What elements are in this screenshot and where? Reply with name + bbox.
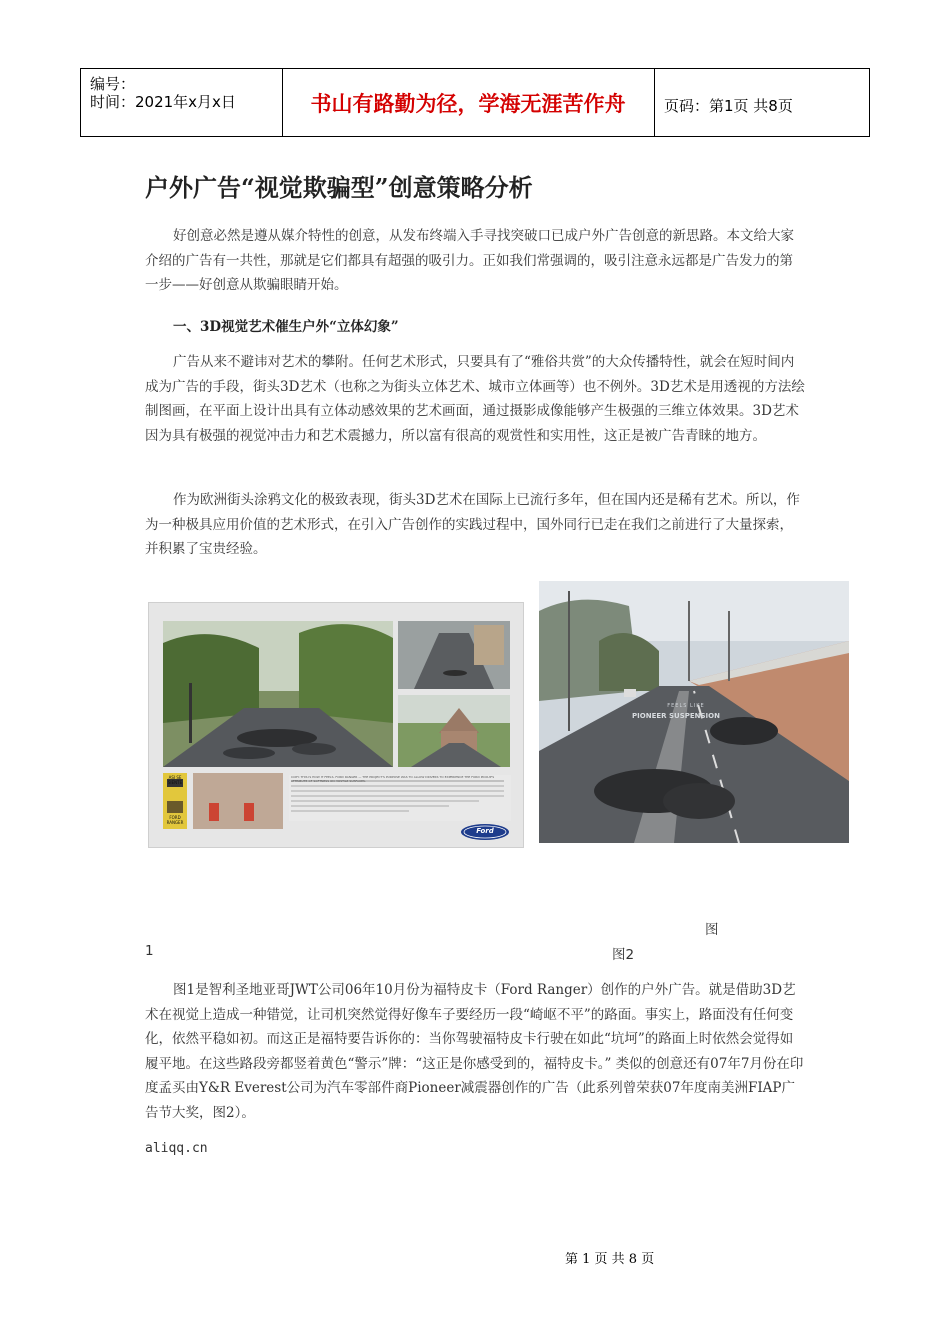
header-page-label: 页码：第1页 共8页: [664, 97, 793, 115]
figure-2-image: [539, 581, 849, 843]
sign-text-bottom: FORD RANGER: [166, 815, 184, 825]
figure-copy-text: COPY: THIS IS HOW IT FEELS. FORD RANGER — THE PROJECT'S PURPOSE WAS TO ALLOW DRIVERS TO EXPERIENCE THE FORD PICKUP'S ATTRIBUTE OF SOFTNESS ON HOSTILE SURFACES.: [291, 775, 495, 783]
header-divider: [654, 68, 655, 136]
body-paragraph: 作为欧洲街头涂鸦文化的极致表现，街头3D艺术在国际上已流行多年，但在国内还是稀有艺术。所以，作为一种极具应用价值的艺术形式，在引入广告创作的实践过程中，国外同行已走在我们之前进行了大量探索，并积累了宝贵经验。: [145, 492, 800, 557]
header-divider: [80, 68, 81, 136]
body-paragraph: 广告从来不避讳对艺术的攀附。任何艺术形式，只要具有了“雅俗共赏”的大众传播特性，就会在短时间内成为广告的手段，街头3D艺术（也称之为街头立体艺术、城市立体画等）也不例外。3D艺术是用透视的方法绘制图画，在平面上设计出具有立体动感效果的艺术画面，通过摄影成像能够产生极强的三维立体效果。3D艺术因为具有极强的视觉冲击力和艺术震撼力，所以富有很高的观赏性和实用性，这正是被广告青睐的地方。: [145, 354, 805, 444]
header-divider: [869, 68, 870, 136]
intro-paragraph: 好创意必然是遵从媒介特性的创意，从发布终端入手寻找突破口已成户外广告创意的新思路。本文给大家介绍的广告有一共性，那就是它们都具有超强的吸引力。正如我们常强调的，吸引注意永远都是广告发力的第一步——好创意从欺骗眼睛开始。: [145, 228, 794, 293]
article-title: 户外广告“视觉欺骗型”创意策略分析: [145, 173, 533, 202]
road-text-bottom: PIONEER SUSPENSION: [632, 712, 720, 720]
figure-1-image: [148, 602, 524, 848]
header-top-border: [80, 68, 870, 69]
road-text-top: FEELS LIKE: [667, 703, 705, 709]
section-heading: 一、3D视觉艺术催生户外“立体幻象”: [173, 319, 399, 335]
page-footer: 第 1 页 共 8 页: [565, 1252, 655, 1267]
header-motto: 书山有路勤为径，学海无涯苦作舟: [310, 91, 626, 116]
figure-caption: 1: [145, 943, 154, 959]
ford-logo: Ford: [476, 827, 494, 835]
header-bottom-border: [80, 136, 870, 137]
body-paragraph: 图1是智利圣地亚哥JWT公司06年10月份为福特皮卡（Ford Ranger）创作的户外广告。就是借助3D艺术在视觉上造成一种错觉，让司机突然觉得好像车子要经历一段“崎岖不平”的路面。事实上，路面没有任何变化，依然平稳如初。而这正是福特要告诉你的：当你驾驶福特皮卡行驶在如此“坑坷”的路面上时依然会觉得如履平地。在这些路段旁都竖着黄色“警示”牌：“这正是你感受到的，福特皮卡。” 类似的创意还有07年7月份在印度孟买由Y&R Everest公司为汽车零部件商Pioneer减震器创作的广告（此系列曾荣获07年度南美洲FIAP广告节大奖，图2）。: [145, 982, 804, 1121]
sign-text-top: ASI SE SIENTE: [167, 775, 183, 785]
figure-caption: 图2: [612, 947, 635, 963]
header-number-label: 编号：: [90, 75, 136, 93]
figure-caption: 图: [705, 922, 719, 938]
header-time-label: 时间：2021年x月x日: [90, 93, 236, 111]
figure-1-illustration: [149, 603, 523, 847]
source-text: aliqq.cn: [145, 1141, 208, 1156]
